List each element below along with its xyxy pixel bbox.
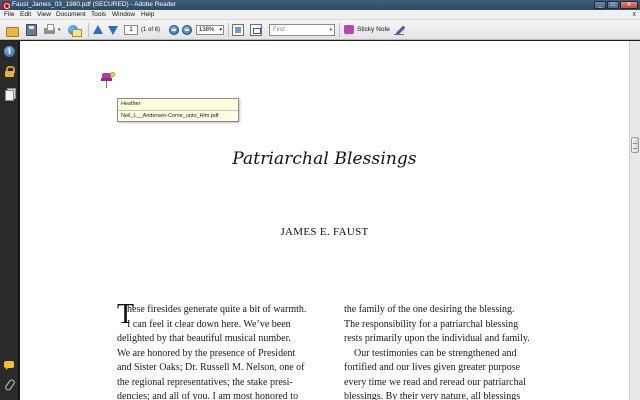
menu-help[interactable]: Help	[141, 11, 155, 18]
window-title: Faust_James_03_1980.pdf (SECURED) - Adobe Reader	[12, 1, 177, 8]
menu-window[interactable]: Window	[112, 11, 136, 18]
text-line: Our testimonies can be strengthened and	[344, 347, 517, 359]
fit-width-icon[interactable]	[250, 24, 262, 36]
menu-bar	[0, 10, 640, 20]
print-icon[interactable]	[44, 24, 56, 36]
page-number-input[interactable]: 1	[124, 25, 138, 35]
comments-icon[interactable]	[4, 360, 15, 371]
zoom-out-icon[interactable]	[169, 25, 179, 35]
text-line: The responsibility for a patriarchal blessing	[344, 318, 519, 330]
pen-icon[interactable]	[394, 24, 406, 36]
close-document-button[interactable]: x	[632, 11, 636, 18]
fit-page-icon[interactable]	[232, 24, 244, 36]
body-left-column	[117, 299, 337, 400]
text-line: blessings. By their very nature, all blessings	[344, 391, 521, 400]
pages-icon[interactable]	[4, 88, 15, 99]
pushpin-tag	[110, 72, 115, 77]
text-line: hese firesides generate quite a bit of warmth.	[127, 304, 307, 315]
toolbar-separator	[228, 23, 229, 37]
zoom-in-icon[interactable]	[182, 25, 192, 35]
menu-document[interactable]: Document	[56, 11, 86, 18]
document-author: JAMES E. FAUST	[280, 226, 369, 238]
text-line: and Sister Oaks; Dr. Russell M. Nelson, one of	[117, 362, 305, 373]
open-folder-icon[interactable]	[6, 24, 18, 36]
title-bar	[0, 0, 640, 10]
info-icon[interactable]	[4, 46, 15, 57]
text-line: I can feel it clear down here. We’ve been	[127, 318, 291, 330]
maximize-button[interactable]: □	[607, 1, 619, 9]
save-icon[interactable]	[26, 24, 37, 36]
page-count-label: (1 of 8)	[141, 27, 161, 33]
menu-file[interactable]: File	[4, 11, 15, 18]
find-input[interactable]	[269, 24, 335, 36]
text-line: the regional representatives; the stake presi-	[117, 376, 293, 388]
chevron-down-icon: ▾	[219, 27, 222, 33]
text-line: delighted by that beautiful musical number.	[117, 333, 291, 344]
text-line: We are honored by the presence of President	[117, 347, 296, 359]
adobe-reader-icon	[2, 1, 10, 9]
page-up-icon[interactable]	[93, 24, 103, 36]
pushpin-needle	[106, 81, 107, 88]
document-title: Patriarchal Blessings	[232, 149, 417, 169]
text-line: fortified and our lives given greater purpose	[344, 362, 521, 373]
toolbar-separator	[339, 23, 340, 37]
email-icon[interactable]	[67, 24, 81, 36]
navigation-panel	[0, 41, 19, 400]
minimize-button[interactable]: _	[594, 1, 606, 9]
drop-cap: T	[117, 299, 135, 330]
zoom-value: 138%	[199, 27, 215, 33]
sticky-note-icon[interactable]	[344, 25, 354, 34]
print-dropdown-icon[interactable]: ▾	[58, 27, 61, 33]
menu-tools[interactable]: Tools	[91, 11, 107, 18]
menu-edit[interactable]: Edit	[20, 11, 32, 18]
text-line: every time we read and reread our patriarchal	[344, 376, 526, 388]
toolbar	[0, 20, 640, 40]
annotation-filename: Neil_L__Andersen-Come_unto_Him.pdf	[121, 113, 219, 119]
scrollbar-thumb[interactable]	[631, 137, 639, 153]
lock-icon[interactable]	[4, 66, 15, 77]
text-line: the family of the one desiring the blessing.	[344, 304, 515, 315]
vertical-scrollbar[interactable]	[629, 41, 640, 400]
page-down-icon[interactable]	[108, 24, 118, 36]
sticky-note-button[interactable]: Sticky Note	[357, 26, 390, 33]
chevron-down-icon: ▾	[329, 27, 332, 33]
toolbar-separator	[88, 23, 89, 37]
annotation-tooltip	[117, 98, 239, 122]
find-placeholder: Find	[273, 27, 285, 33]
text-line: dencies; and all of you. I am most honored to	[117, 391, 299, 400]
attachment-icon[interactable]	[4, 379, 15, 390]
text-line: rests primarily upon the individual and family.	[344, 333, 530, 344]
zoom-select[interactable]	[196, 25, 224, 35]
annotation-author: Heather	[121, 101, 141, 107]
document-page[interactable]	[20, 41, 629, 400]
menu-view[interactable]: View	[37, 11, 51, 18]
close-window-button[interactable]: ✕	[620, 1, 638, 9]
body-right-column	[344, 303, 574, 400]
window-controls	[594, 1, 638, 9]
pushpin-icon[interactable]	[100, 72, 116, 90]
